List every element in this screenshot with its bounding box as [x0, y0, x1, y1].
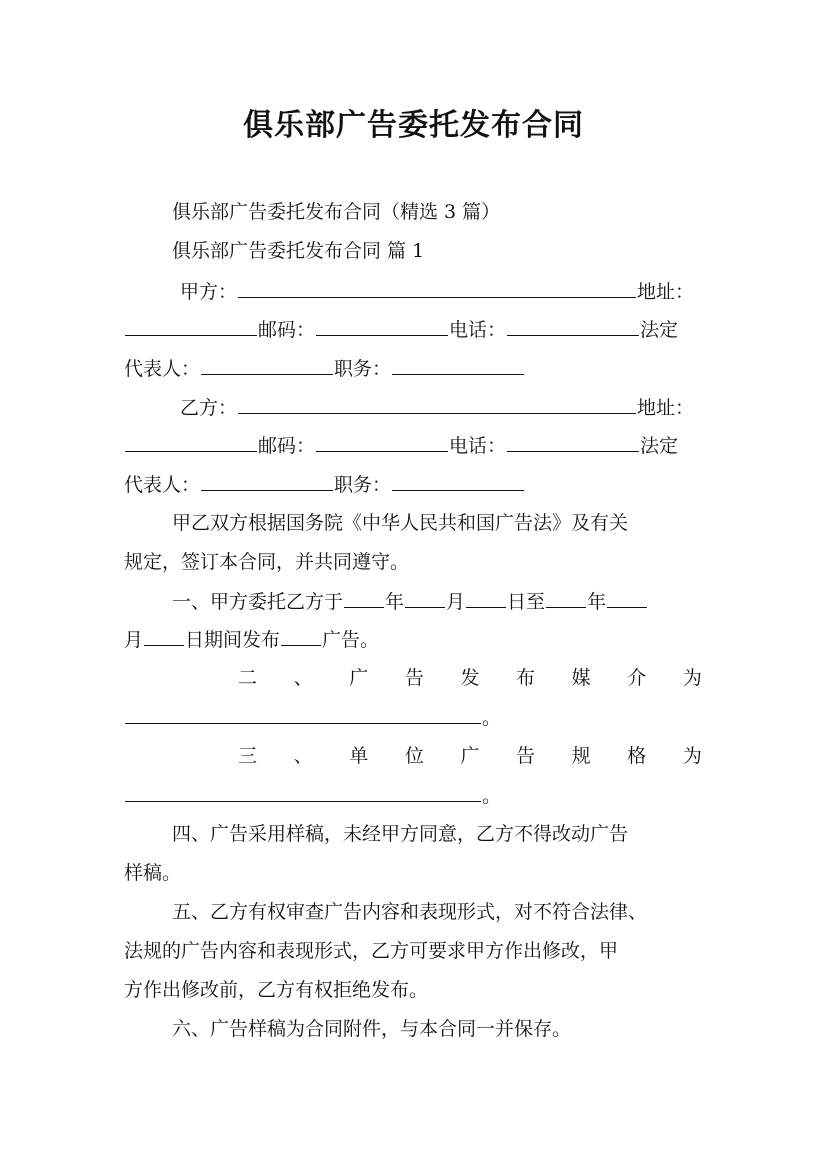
party-a-position-label: 职务： — [334, 358, 392, 380]
clause2-char: 广 — [349, 667, 369, 689]
party-a-address-label: 地址： — [637, 281, 695, 303]
clause2-char: 介 — [627, 667, 647, 689]
clause3-char: 规 — [571, 745, 591, 767]
clause3-char: 格 — [627, 745, 647, 767]
clause3-char: 、 — [293, 745, 313, 767]
party-b-postcode-label: 邮码： — [258, 435, 316, 457]
end-year-label: 年 — [587, 591, 607, 613]
clause-5-line-3: 方作出修改前，乙方有权拒绝发布。 — [124, 979, 429, 1001]
clause3-char: 三 — [238, 745, 258, 767]
party-a-phone-label: 电话： — [449, 319, 507, 341]
month-label: 月 — [446, 591, 466, 613]
party-a-contact-line — [124, 317, 678, 342]
party-b-legal-rep-label-1: 法定 — [640, 435, 679, 457]
section-heading: 俱乐部广告委托发布合同 篇 1 — [172, 240, 425, 262]
clause-3-end: 。 — [482, 785, 502, 807]
clause2-char: 布 — [516, 667, 536, 689]
clause3-char: 位 — [404, 745, 424, 767]
clause-4-line-1: 四、广告采用样稿，未经甲方同意，乙方不得改动广告 — [172, 823, 629, 845]
party-a-phone-blank — [507, 317, 639, 336]
intro-line-2: 规定，签订本合同，并共同遵守。 — [124, 551, 410, 573]
party-a-rep-blank — [201, 356, 333, 375]
day-blank — [466, 589, 506, 608]
month-blank — [405, 589, 445, 608]
intro-line-1: 甲乙双方根据国务院《中华人民共和国广告法》及有关 — [172, 512, 629, 534]
clause-3-line-1 — [238, 744, 702, 768]
clause2-char: 告 — [404, 667, 424, 689]
party-a-position-blank — [392, 356, 524, 375]
clause-1-line-1 — [172, 589, 648, 614]
clause3-char: 为 — [682, 745, 702, 767]
clause-1-text: 一、甲方委托乙方于 — [172, 591, 344, 613]
clause-2-end: 。 — [482, 707, 502, 729]
ad-label: 广告。 — [322, 629, 380, 651]
party-b-legal-rep-label-2: 代表人： — [124, 474, 201, 496]
party-a-legal-rep-label-2: 代表人： — [124, 358, 201, 380]
party-b-name-blank — [238, 395, 636, 414]
ad-blank — [281, 627, 321, 646]
party-a-postcode-label: 邮码： — [258, 319, 316, 341]
party-b-position-label: 职务： — [334, 474, 392, 496]
clause2-char: 发 — [460, 667, 480, 689]
party-b-label: 乙方： — [180, 397, 238, 419]
party-a-rep-line — [124, 356, 525, 381]
clause-2-line-1 — [238, 666, 702, 690]
clause-5-line-2: 法规的广告内容和表现形式，乙方可要求甲方作出修改，甲 — [124, 940, 619, 962]
end-day-blank — [144, 627, 184, 646]
clause-6-line-1: 六、广告样稿为合同附件，与本合同一并保存。 — [172, 1018, 572, 1040]
party-a-postcode-blank — [316, 317, 448, 336]
party-a-legal-rep-label-1: 法定 — [640, 319, 679, 341]
day-to-label: 日至 — [507, 591, 546, 613]
party-a-address-blank — [125, 317, 257, 336]
party-a-line — [180, 279, 694, 304]
year-blank — [344, 589, 384, 608]
party-b-rep-line — [124, 472, 525, 497]
party-b-contact-line — [124, 433, 678, 458]
party-a-label: 甲方： — [180, 281, 238, 303]
clause3-char: 单 — [349, 745, 369, 767]
end-year-blank — [546, 589, 586, 608]
party-b-phone-blank — [507, 433, 639, 452]
end-month-blank — [607, 589, 647, 608]
period-label: 日期间发布 — [185, 629, 281, 651]
clause2-char: 、 — [293, 667, 313, 689]
clause3-char: 告 — [516, 745, 536, 767]
document-subtitle: 俱乐部广告委托发布合同（精选 3 篇） — [172, 201, 501, 223]
party-b-address-label: 地址： — [637, 397, 695, 419]
clause-2-line-2 — [124, 705, 501, 730]
clause2-char: 为 — [682, 667, 702, 689]
party-b-position-blank — [392, 472, 524, 491]
clause-4-line-2: 样稿。 — [124, 862, 182, 884]
clause-5-line-1: 五、乙方有权审查广告内容和表现形式，对不符合法律、 — [172, 901, 648, 923]
party-b-rep-blank — [201, 472, 333, 491]
year-label: 年 — [385, 591, 405, 613]
document-title: 俱乐部广告委托发布合同 — [243, 108, 584, 143]
clause-1-line-2 — [124, 627, 379, 652]
spec-blank — [125, 783, 481, 802]
clause2-char: 媒 — [571, 667, 591, 689]
party-b-address-blank — [125, 433, 257, 452]
party-a-name-blank — [238, 279, 636, 298]
clause3-char: 广 — [460, 745, 480, 767]
clause-3-line-2 — [124, 783, 501, 808]
party-b-postcode-blank — [316, 433, 448, 452]
party-b-line — [180, 395, 694, 420]
end-month-label: 月 — [124, 629, 144, 651]
party-b-phone-label: 电话： — [449, 435, 507, 457]
media-blank — [125, 705, 481, 724]
clause2-char: 二 — [238, 667, 258, 689]
